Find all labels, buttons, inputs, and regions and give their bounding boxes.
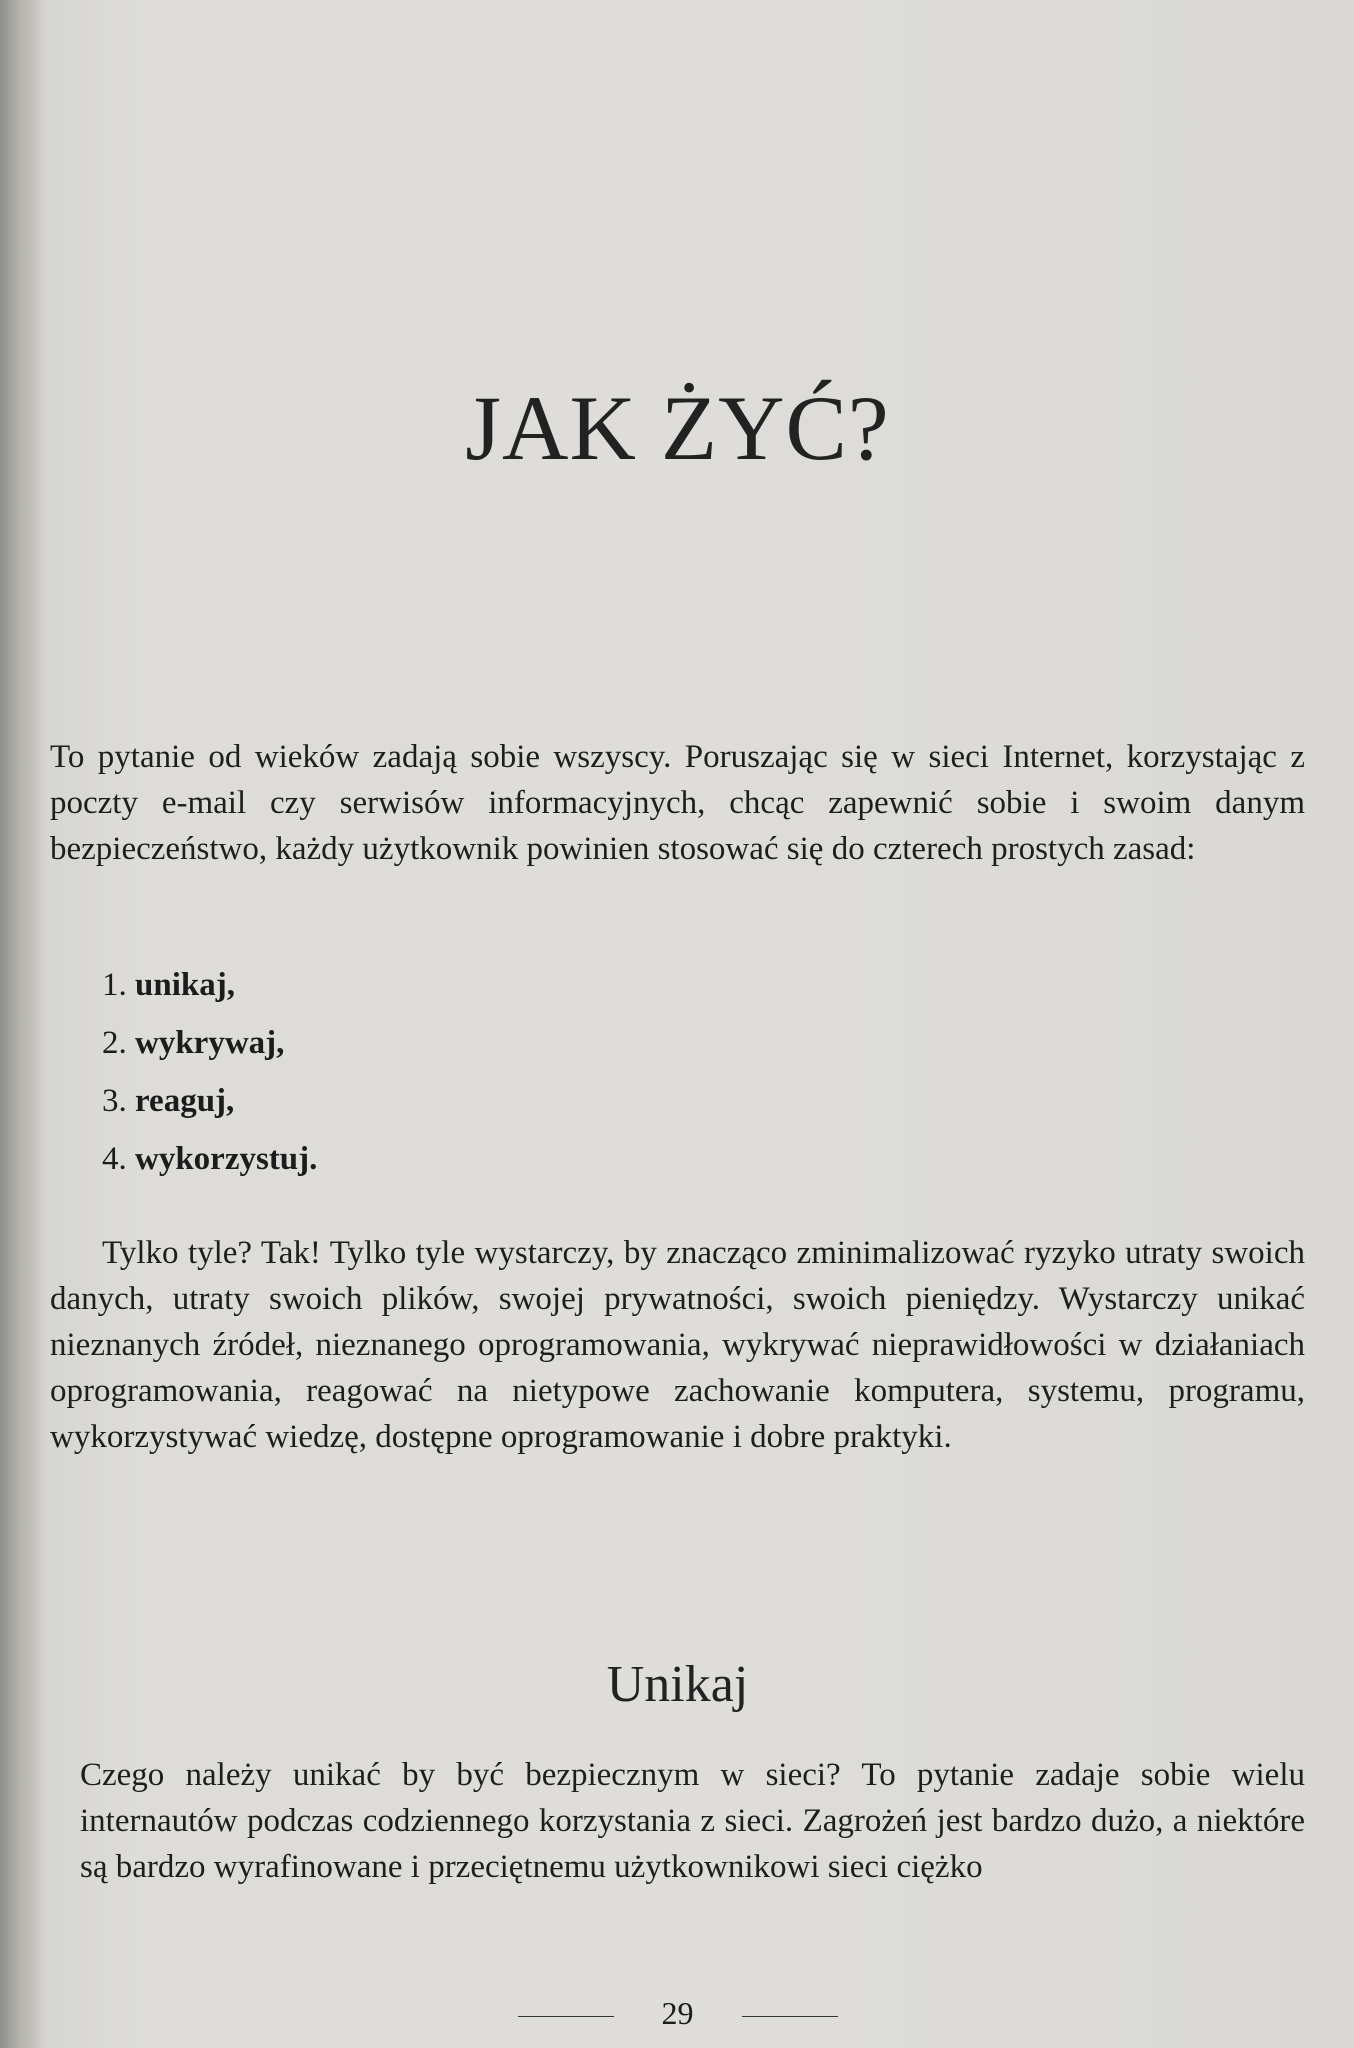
- rule-number: 3.: [102, 1083, 127, 1119]
- rules-list: [102, 956, 317, 1188]
- page-content: [50, 0, 1305, 2048]
- chapter-title: JAK ŻYĆ?: [465, 377, 890, 479]
- rule-number: 2.: [102, 1025, 127, 1061]
- rule-text: reaguj,: [135, 1083, 235, 1119]
- section-title: Unikaj: [606, 1656, 749, 1713]
- rule-item: [102, 1014, 317, 1072]
- rule-text: wykorzystuj.: [135, 1141, 318, 1177]
- footer-rule-left: [518, 2016, 614, 2017]
- rule-text: wykrywaj,: [135, 1025, 285, 1061]
- summary-paragraph: Tylko tyle? Tak! Tylko tyle wystarczy, by znacząco zminimalizować ryzyko utraty swoich danych, utraty swoich plików, swojej prywatności, swoich pieniędzy. Wystarczy unikać nieznanych źródeł, nieznanego oprogramowania, wykrywać nieprawidłowości w działaniach oprogramowania, reagować na nietypowe zachowanie komputera, systemu, programu, wykorzystywać wiedzę, dostępne oprogramowanie i dobre praktyki.: [50, 1235, 1305, 1455]
- section-paragraph: Czego należy unikać by być bezpiecznym w sieci? To pytanie zadaje sobie wielu internautów podczas codziennego korzystania z sieci. Zagrożeń jest bardzo dużo, a niektóre są bardzo wyrafinowane i przeciętnemu użytkownikowi sieci ciężko: [80, 1757, 1305, 1885]
- rule-text: unikaj,: [135, 967, 235, 1003]
- rule-item: [102, 956, 317, 1014]
- book-binding-shadow: [0, 0, 46, 2048]
- page-footer: [50, 1995, 1305, 2032]
- page-number: 29: [661, 1995, 694, 2031]
- intro-paragraph: To pytanie od wieków zadają sobie wszyscy. Poruszając się w sieci Internet, korzystając z poczty e-mail czy serwisów informacyjnych, chcąc zapewnić sobie i swoim danym bezpieczeństwo, każdy użytkownik powinien stosować się do czterech prostych zasad:: [50, 739, 1305, 867]
- rule-number: 1.: [102, 967, 127, 1003]
- footer-rule-right: [742, 2016, 838, 2017]
- rule-item: [102, 1130, 317, 1188]
- rule-item: [102, 1072, 317, 1130]
- rule-number: 4.: [102, 1141, 127, 1177]
